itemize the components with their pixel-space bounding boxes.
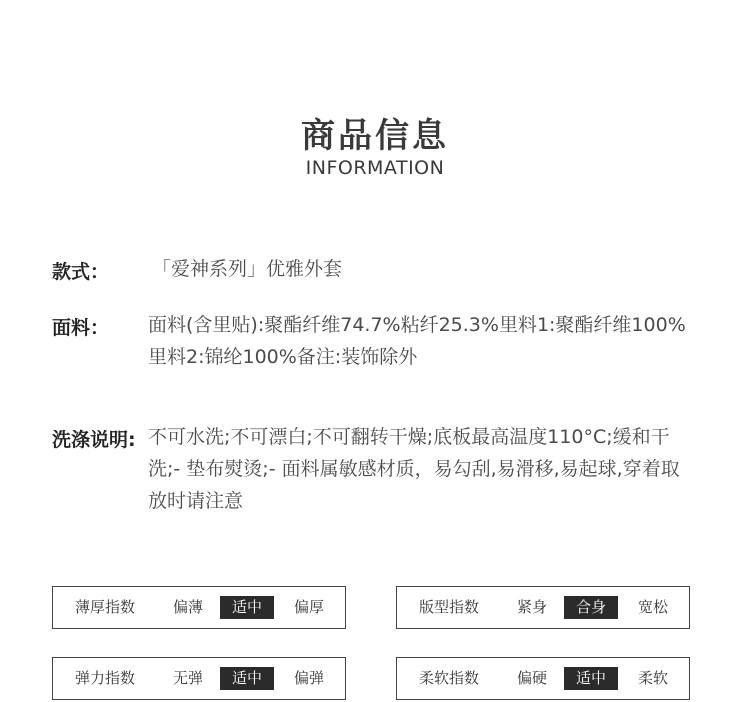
section-subtitle: INFORMATION [305,157,445,179]
style-value: 「爱神系列」优雅外套 [152,258,343,280]
index-name: 版型指数 [419,598,480,616]
index-name: 弹力指数 [75,669,136,687]
care-value: 不可水洗;不可漂白;不可翻转干燥;底板最高温度110°C;缓和干洗;- 垫布熨烫;- 面料属敏感材质，易勾刮,易滑移,易起球,穿着取放时请注意 [148,426,680,512]
index-name: 柔软指数 [419,669,480,687]
fit-index [396,586,690,629]
care-label: 洗涤说明: [52,429,136,451]
index-option: 紧身 [516,598,547,616]
index-option: 柔软 [637,669,668,687]
section-title: 商品信息 [301,116,449,156]
index-option: 偏厚 [293,598,324,616]
index-option-selected: 适中 [220,596,274,619]
index-option-selected: 合身 [564,596,618,619]
index-option-selected: 适中 [220,667,274,690]
index-option: 偏弹 [293,669,324,687]
elasticity-index [52,657,346,700]
style-label: 款式： [52,261,110,283]
index-option: 偏硬 [516,669,547,687]
index-name: 薄厚指数 [75,598,136,616]
thickness-index [52,586,346,629]
fabric-label: 面料： [52,317,110,339]
index-option-selected: 适中 [564,667,618,690]
softness-index [396,657,690,700]
fabric-value: 面料(含里贴):聚酯纤维74.7%粘纤25.3%里料1:聚酯纤维100%里料2:锦纶100%备注:装饰除外 [148,314,686,368]
index-option: 无弹 [172,669,203,687]
index-option: 偏薄 [172,598,203,616]
index-option: 宽松 [637,598,668,616]
